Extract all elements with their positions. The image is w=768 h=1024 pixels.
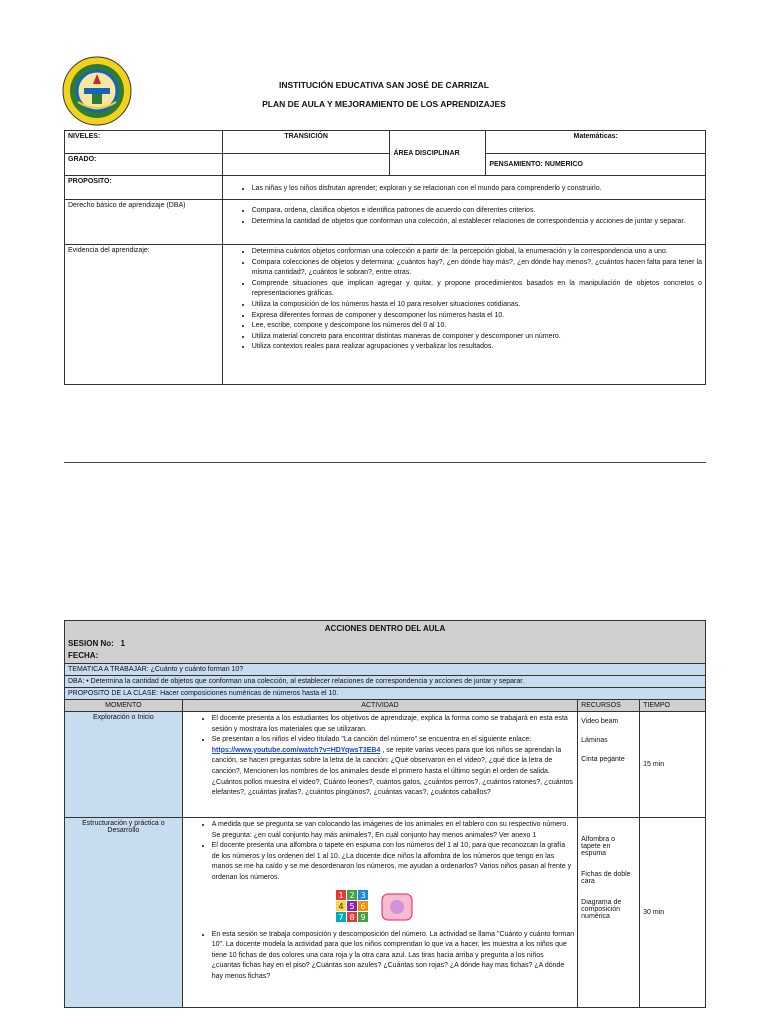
evidencia-label: Evidencia del aprendizaje: (65, 245, 223, 385)
youtube-link[interactable]: https://www.youtube.com/watch?v=HDYqwsT3EB4 (211, 746, 381, 754)
tiempo-inicio: 15 min (640, 712, 706, 818)
col-actividad: ACTIVIDAD (182, 700, 577, 712)
evidencia-item: • Compara colecciones de objetos y determina: ¿cuántos hay?, ¿en dónde hay más?, ¿en dónde hay menos?, ¿cuántos hacen falta para tener la misma cantidad?, ¿cuántos le sobran?, entre otras. (252, 258, 702, 279)
evidencia-item: • Expresa diferentes formas de componer y descomponer los números hasta el 10. (252, 311, 702, 322)
recurso-item: Video beam (581, 718, 619, 725)
actividad-text: , se repite varias veces para que los niños se aprendan la canción, se hacen preguntas sobre la letra de la canción: ¿Qué observaron en el video?, ¿qué dice la letra de canción?, Mencionen los nombres de los animales desde el primero hasta el último según el orden de salida. ¿Cuántos pollos muestra el video?, Cuánto leones?, cuántos gatos, ¿cuántos perros?, ¿cuántos ratones?, ¿cuántos elefantes?, ¿cuántas jirafas?, ¿cuántos pingüinos?, ¿cuántas vacas?, ¿cuántos caballos? (211, 746, 573, 797)
proposito-item: • Las niñas y los niños disfrutan aprender; exploran y se relacionan con el mundo para comprenderlo y construirlo. (252, 184, 702, 195)
evidencia-item: • Comprende situaciones que implican agregar y quitar, y propone procedimientos basados en la manipulación de objetos concretos o representaciones gráficas. (252, 279, 702, 300)
recurso-item: Láminas (581, 737, 608, 744)
niveles-value: TRANSICIÓN (222, 131, 390, 154)
mat-digit: 5 (349, 901, 355, 911)
dba-cell (222, 200, 705, 245)
sesion-label: SESION No: (68, 639, 114, 648)
acciones-title: ACCIONES DENTRO DEL AULA (324, 624, 446, 633)
plan-table (64, 130, 706, 385)
plan-title: PLAN DE AULA Y MEJORAMIENTO DE LOS APRENDIZAJES (262, 99, 506, 109)
col-tiempo: TIEMPO (640, 700, 706, 712)
dba-row: DBA: • Determina la cantidad de objetos que conforman una colección, al establecer relaciones de correspondencia y acciones de juntar y separar. (65, 676, 706, 688)
evidencia-item: • Utiliza la composición de los números hasta el 10 para resolver situaciones cotidianas. (252, 300, 702, 311)
mat-digit: 4 (338, 901, 344, 911)
dba-item: • Compara, ordena, clasifica objetos e identifica patrones de acuerdo con diferentes criterios. (252, 206, 702, 217)
recurso-item: Diagrama de composición numérica (581, 899, 622, 920)
grado-label: GRADO: (65, 154, 223, 176)
mat-digit: 3 (360, 890, 366, 900)
proposito-clase-row: PROPOSITO DE LA CLASE: Hacer composiciones numéricas de números hasta el 10. (65, 688, 706, 700)
tematica-row: TEMATICA A TRABAJAR: ¿Cuánto y cuánto forman 10? (65, 664, 706, 676)
mat-digit: 2 (349, 890, 355, 900)
momento-inicio: Exploración o Inicio (65, 712, 183, 818)
mat-digit: 1 (338, 890, 344, 900)
grado-value (222, 154, 390, 176)
tiempo-desarrollo: 30 min (640, 818, 706, 1008)
evidencia-cell (222, 245, 705, 385)
area-label: ÁREA DISCIPLINAR (390, 131, 486, 176)
number-mat-image (336, 890, 416, 922)
sesion-value: 1 (120, 639, 125, 648)
col-momento: MOMENTO (65, 700, 183, 712)
institution-title: INSTITUCIÓN EDUCATIVA SAN JOSÉ DE CARRIZAL (279, 80, 489, 90)
mat-digit: 6 (360, 901, 366, 911)
col-recursos: RECURSOS (578, 700, 640, 712)
evidencia-item: • Utiliza material concreto para encontrar distintas maneras de componer y descomponer un número. (252, 332, 702, 343)
evidencia-item: • Lee, escribe, compone y descompone los números del 0 al 10. (252, 321, 702, 332)
area-value: Matemáticas: (486, 131, 706, 154)
dba-label: Derecho básico de aprendizaje (DBA) (65, 200, 223, 245)
actividad-item: • A medida que se pregunta se van colocando las imágenes de los animales en el tablero con su respectivo número. Se pregunta: ¿en cuál conjunto hay más animales?, En cuál conjunto hay menos animales? Ver anexo 1 (212, 820, 574, 841)
recurso-item: Cinta pegante (581, 756, 625, 763)
actividad-item: • El docente presenta una alfombra o tapete en espuma con los números del 1 al 10, para que reconozcan la grafía de los números y los ordenen del 1 al 10. ¿La docente dice niños la alfombra de los números que tengo en las manos se me ha caído y se me desordenaron los números, me ayudan a ordenarlos? Varios niños pasan al frente y ordenan los números. (212, 841, 574, 883)
recursos-desarrollo (578, 818, 640, 1008)
evidencia-item: • Utiliza contextos reales para realizar agrupaciones y verbalizar los resultados. (252, 342, 702, 353)
actividad-desarrollo (182, 818, 577, 1008)
actividad-text: Se presentan a los niños el video titulado "La canción del número" se encuentra en el siguiente enlace: (211, 736, 532, 744)
actividad-item: • El docente presenta a los estudiantes los objetivos de aprendizaje, explica la forma como se trabajará en esta esta sesión y mostrara los materiales que se utilizaran. (212, 714, 574, 735)
mat-digit: 9 (360, 912, 366, 922)
recurso-item: Alfombra o tapete en espuma (581, 836, 616, 857)
evidencia-item: • Determina cuántos objetos conforman una colección a partir de: la percepción global, la enumeración y la correspondencia uno a uno. (252, 247, 702, 258)
acciones-header (65, 621, 706, 664)
actividad-inicio (182, 712, 577, 818)
dba-item: • Determina la cantidad de objetos que conforman una colección, al establecer relaciones de correspondencia y acciones de juntar y separar. (252, 217, 702, 228)
actividad-item: • En esta sesión se trabaja composición y descomposición del número. La actividad se llama "Cuánto y cuánto forman 10". La docente modela la actividad para que los niños comprendan lo que va a hacer, les muestra a los niños que tiene 10 fichas de dos colores una cara roja y la otra cara azul. Las tiras hacia arriba y pregunta a los niños ¿cuantas fichas hay en el piso? ¿Cuántas son azules? ¿Cuántas son rojas? ¿A dónde hay mas fichas? ¿A dónde hay menos fichas? (212, 930, 574, 983)
proposito-label: PROPOSITO: (65, 176, 223, 200)
momento-desarrollo: Estructuración y práctica o Desarrollo (65, 818, 183, 1008)
proposito-cell (222, 176, 705, 200)
mat-digit: 8 (349, 912, 355, 922)
fecha-label: FECHA: (68, 651, 99, 660)
school-seal-logo (62, 56, 132, 126)
mat-digit: 7 (338, 912, 344, 922)
recurso-item: Fichas de doble cara (581, 871, 631, 885)
recursos-inicio (578, 712, 640, 818)
pensamiento-value: PENSAMIENTO: NUMERICO (486, 154, 706, 176)
acciones-table (64, 620, 706, 1008)
actividad-item (212, 735, 574, 799)
niveles-label: NIVELES: (65, 131, 223, 154)
section-divider (64, 462, 706, 463)
